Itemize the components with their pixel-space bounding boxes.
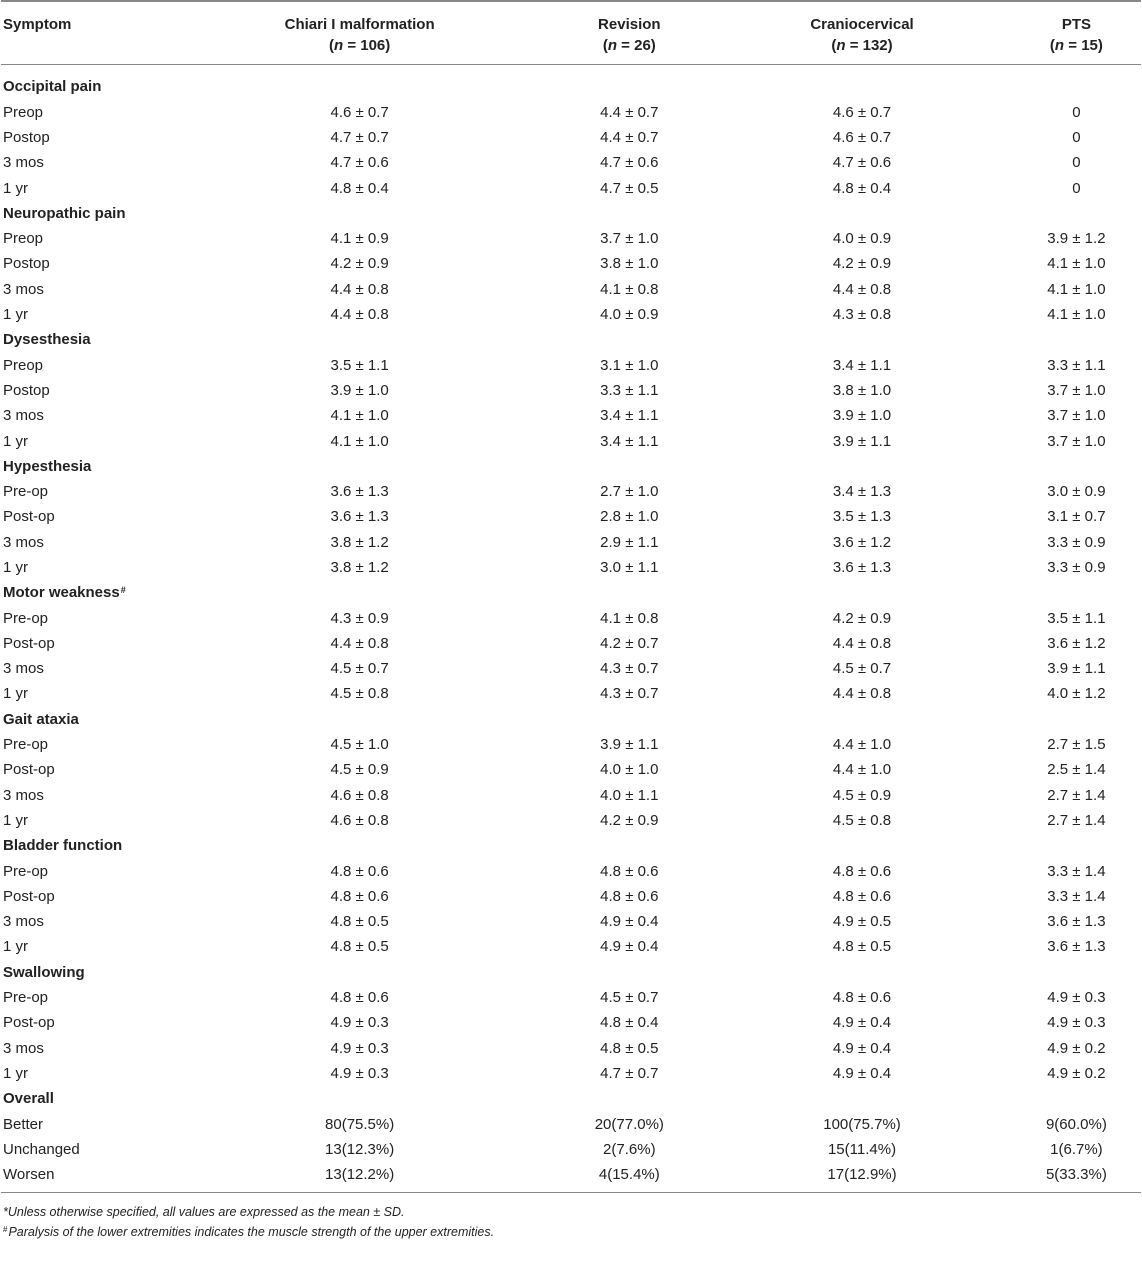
table-row — [1, 429, 1141, 454]
chiari-value: 3.6 ± 1.3 — [330, 508, 389, 526]
row-label: 1 yr — [3, 306, 29, 324]
chiari-value: 4.8 ± 0.4 — [330, 179, 389, 197]
row-label: 3 mos — [3, 280, 44, 298]
craniocervical-value: 4.6 ± 0.7 — [832, 103, 892, 121]
table-row — [1, 226, 1141, 251]
row-label: Pre-op — [3, 483, 49, 501]
craniocervical-value: 4.2 ± 0.9 — [832, 609, 892, 627]
craniocervical-value: 4.5 ± 0.8 — [832, 811, 892, 829]
table-row — [1, 277, 1141, 302]
craniocervical-value: 4.4 ± 0.8 — [832, 685, 892, 703]
chiari-value: 13(12.3%) — [325, 1140, 395, 1158]
row-label: Postop — [3, 381, 50, 399]
pts-value: 0 — [1072, 179, 1081, 197]
pts-value: 2.7 ± 1.4 — [1047, 786, 1106, 804]
row-label: Pre-op — [3, 989, 49, 1007]
revision-value: 4.9 ± 0.4 — [600, 938, 659, 956]
craniocervical-value: 17(12.9%) — [827, 1166, 897, 1184]
pts-value: 4.9 ± 0.2 — [1047, 1064, 1106, 1082]
row-label: 1 yr — [3, 938, 29, 956]
group-title-cell — [1, 454, 1141, 479]
pts-value: 3.6 ± 1.3 — [1047, 913, 1106, 931]
chiari-value: 4.9 ± 0.3 — [330, 1064, 389, 1082]
row-label: Post-op — [3, 1014, 55, 1032]
revision-value: 4.0 ± 0.9 — [600, 306, 659, 324]
chiari-value: 4.7 ± 0.7 — [330, 128, 389, 146]
chiari-value: 13(12.2%) — [325, 1166, 395, 1184]
craniocervical-value: 4.2 ± 0.9 — [832, 255, 892, 273]
revision-value: 3.0 ± 1.1 — [600, 558, 659, 576]
table-row — [1, 530, 1141, 555]
chiari-value: 3.9 ± 1.0 — [330, 381, 389, 399]
row-label: Preop — [3, 230, 44, 248]
revision-value: 4.1 ± 0.8 — [600, 609, 659, 627]
row-label: 3 mos — [3, 660, 44, 678]
table-row — [1, 1137, 1141, 1162]
group-title: Dysesthesia — [3, 331, 91, 349]
chiari-value: 3.6 ± 1.3 — [330, 483, 389, 501]
revision-value: 4.2 ± 0.9 — [600, 811, 659, 829]
pts-value: 3.5 ± 1.1 — [1047, 609, 1106, 627]
chiari-value: 4.8 ± 0.5 — [330, 938, 389, 956]
header-revision — [546, 1, 712, 65]
table-row — [1, 859, 1141, 884]
chiari-value: 4.4 ± 0.8 — [330, 280, 389, 298]
table-row — [1, 479, 1141, 504]
table-row — [1, 1036, 1141, 1061]
chiari-value: 80(75.5%) — [325, 1115, 395, 1133]
table-row — [1, 100, 1141, 125]
craniocervical-value: 4.7 ± 0.6 — [832, 154, 892, 172]
pts-value: 4.1 ± 1.0 — [1047, 255, 1106, 273]
revision-value: 4.2 ± 0.7 — [600, 634, 659, 652]
revision-value: 2.9 ± 1.1 — [600, 533, 659, 551]
pts-value: 4.0 ± 1.2 — [1047, 685, 1106, 703]
table-row — [1, 657, 1141, 682]
revision-value: 4.8 ± 0.6 — [600, 862, 659, 880]
craniocervical-value: 3.6 ± 1.2 — [832, 533, 892, 551]
table-row — [1, 353, 1141, 378]
table-row — [1, 1061, 1141, 1086]
row-label: Postop — [3, 128, 50, 146]
craniocervical-value: 4.4 ± 0.8 — [832, 280, 892, 298]
row-label: 3 mos — [3, 913, 44, 931]
group-header-row — [1, 707, 1141, 732]
group-header-row — [1, 1087, 1141, 1112]
pts-value: 5(33.3%) — [1045, 1166, 1107, 1184]
craniocervical-value: 4.8 ± 0.4 — [832, 179, 892, 197]
chiari-value: 4.8 ± 0.5 — [330, 913, 389, 931]
pts-value: 1(6.7%) — [1050, 1140, 1103, 1158]
craniocervical-value: 3.9 ± 1.1 — [832, 432, 892, 450]
chiari-value: 4.9 ± 0.3 — [330, 1039, 389, 1057]
craniocervical-value: 100(75.7%) — [823, 1115, 901, 1133]
table-row — [1, 252, 1141, 277]
craniocervical-value: 4.9 ± 0.5 — [832, 913, 892, 931]
group-title-cell — [1, 65, 1141, 101]
row-label: Better — [3, 1115, 44, 1133]
row-label: Post-op — [3, 508, 55, 526]
chiari-value: 4.4 ± 0.8 — [330, 306, 389, 324]
header-revision-n: (n = 26) — [602, 37, 656, 54]
chiari-value: 4.4 ± 0.8 — [330, 634, 389, 652]
revision-value: 4.7 ± 0.6 — [600, 154, 659, 172]
pts-value: 3.3 ± 1.4 — [1047, 887, 1106, 905]
table-row — [1, 935, 1141, 960]
craniocervical-value: 4.4 ± 0.8 — [832, 634, 892, 652]
row-label: 1 yr — [3, 558, 29, 576]
table-row — [1, 1162, 1141, 1192]
chiari-value: 4.5 ± 1.0 — [330, 736, 389, 754]
pts-value: 4.1 ± 1.0 — [1047, 280, 1106, 298]
row-label: Postop — [3, 255, 50, 273]
header-pts-n: (n = 15) — [1049, 37, 1103, 54]
revision-value: 4.7 ± 0.5 — [600, 179, 659, 197]
craniocervical-value: 4.8 ± 0.6 — [832, 862, 892, 880]
row-label: Preop — [3, 103, 44, 121]
pts-value: 0 — [1072, 103, 1081, 121]
craniocervical-value: 4.8 ± 0.6 — [832, 989, 892, 1007]
group-title-cell — [1, 201, 1141, 226]
header-chiari-name: Chiari I malformation — [284, 16, 435, 33]
chiari-value: 4.8 ± 0.6 — [330, 862, 389, 880]
pts-value: 4.9 ± 0.2 — [1047, 1039, 1106, 1057]
group-header-row — [1, 834, 1141, 859]
chiari-value: 4.1 ± 1.0 — [330, 407, 389, 425]
craniocervical-value: 4.9 ± 0.4 — [832, 1064, 892, 1082]
revision-value: 3.9 ± 1.1 — [600, 736, 659, 754]
pts-value: 3.6 ± 1.2 — [1047, 634, 1106, 652]
pts-value: 9(60.0%) — [1045, 1115, 1107, 1133]
table-row — [1, 1112, 1141, 1137]
header-symptom: Symptom — [3, 16, 72, 33]
craniocervical-value: 4.4 ± 1.0 — [832, 761, 892, 779]
craniocervical-value: 3.4 ± 1.3 — [832, 483, 892, 501]
chiari-value: 3.8 ± 1.2 — [330, 558, 389, 576]
revision-value: 4.9 ± 0.4 — [600, 913, 659, 931]
chiari-value: 4.6 ± 0.8 — [330, 811, 389, 829]
craniocervical-value: 4.8 ± 0.5 — [832, 938, 892, 956]
row-label: 3 mos — [3, 1039, 44, 1057]
chiari-value: 4.7 ± 0.6 — [330, 154, 389, 172]
row-label: Unchanged — [3, 1140, 80, 1158]
revision-value: 3.3 ± 1.1 — [600, 381, 659, 399]
pts-value: 3.1 ± 0.7 — [1047, 508, 1106, 526]
row-label: Worsen — [3, 1166, 55, 1184]
revision-value: 4.3 ± 0.7 — [600, 685, 659, 703]
row-label: Preop — [3, 356, 44, 374]
header-row — [1, 1, 1141, 65]
craniocervical-value: 4.5 ± 0.7 — [832, 660, 892, 678]
revision-value: 4.0 ± 1.0 — [600, 761, 659, 779]
revision-value: 20(77.0%) — [594, 1115, 664, 1133]
chiari-value: 4.2 ± 0.9 — [330, 255, 389, 273]
group-title-cell — [1, 707, 1141, 732]
group-title: Hypesthesia — [3, 457, 92, 475]
craniocervical-value: 4.9 ± 0.4 — [832, 1039, 892, 1057]
revision-value: 4.1 ± 0.8 — [600, 280, 659, 298]
chiari-value: 3.8 ± 1.2 — [330, 533, 389, 551]
chiari-value: 4.8 ± 0.6 — [330, 989, 389, 1007]
pts-value: 3.9 ± 1.1 — [1047, 660, 1106, 678]
table-footnotes — [3, 1202, 1142, 1242]
row-label: Post-op — [3, 761, 55, 779]
chiari-value: 3.5 ± 1.1 — [330, 356, 389, 374]
revision-value: 2.8 ± 1.0 — [600, 508, 659, 526]
pts-value: 3.7 ± 1.0 — [1047, 381, 1106, 399]
craniocervical-value: 3.8 ± 1.0 — [832, 381, 892, 399]
table-row — [1, 606, 1141, 631]
header-chiari-n: (n = 106) — [328, 37, 391, 54]
header-craniocervical-n: (n = 132) — [831, 37, 893, 54]
pts-value: 3.6 ± 1.3 — [1047, 938, 1106, 956]
table-row — [1, 631, 1141, 656]
table-row — [1, 758, 1141, 783]
group-header-row — [1, 65, 1141, 101]
pts-value: 2.5 ± 1.4 — [1047, 761, 1106, 779]
header-craniocervical-name: Craniocervical — [810, 16, 914, 33]
pts-value: 3.7 ± 1.0 — [1047, 407, 1106, 425]
craniocervical-value: 3.5 ± 1.3 — [832, 508, 892, 526]
pts-value: 3.3 ± 0.9 — [1047, 533, 1106, 551]
group-title-cell — [1, 1087, 1141, 1112]
craniocervical-value: 4.8 ± 0.6 — [832, 887, 892, 905]
chiari-value: 4.3 ± 0.9 — [330, 609, 389, 627]
revision-value: 3.4 ± 1.1 — [600, 432, 659, 450]
group-title-cell — [1, 834, 1141, 859]
row-label: 3 mos — [3, 786, 44, 804]
table-row — [1, 682, 1141, 707]
group-title: Neuropathic pain — [3, 204, 126, 222]
chiari-value: 4.9 ± 0.3 — [330, 1014, 389, 1032]
group-title-cell — [1, 328, 1141, 353]
table-row — [1, 808, 1141, 833]
craniocervical-value: 4.6 ± 0.7 — [832, 128, 892, 146]
row-label: 1 yr — [3, 179, 29, 197]
header-chiari — [173, 1, 547, 65]
group-title: Swallowing — [3, 963, 85, 981]
row-label: Pre-op — [3, 736, 49, 754]
revision-value: 3.8 ± 1.0 — [600, 255, 659, 273]
table-row — [1, 378, 1141, 403]
group-title: Overall — [3, 1090, 54, 1108]
header-revision-name: Revision — [598, 16, 661, 33]
header-craniocervical — [712, 1, 1012, 65]
table-body — [1, 65, 1141, 1193]
table-row — [1, 985, 1141, 1010]
row-label: Pre-op — [3, 609, 49, 627]
group-header-row — [1, 581, 1141, 606]
pts-value: 3.9 ± 1.2 — [1047, 230, 1106, 248]
revision-value: 2(7.6%) — [603, 1140, 656, 1158]
chiari-value: 4.5 ± 0.8 — [330, 685, 389, 703]
table-row — [1, 151, 1141, 176]
revision-value: 4(15.4%) — [598, 1166, 660, 1184]
row-label: Post-op — [3, 887, 55, 905]
row-label: 3 mos — [3, 407, 44, 425]
table-row — [1, 302, 1141, 327]
pts-value: 2.7 ± 1.4 — [1047, 811, 1106, 829]
pts-value: 4.9 ± 0.3 — [1047, 1014, 1106, 1032]
revision-value: 4.8 ± 0.4 — [600, 1014, 659, 1032]
chiari-value: 4.6 ± 0.7 — [330, 103, 389, 121]
row-label: 1 yr — [3, 432, 29, 450]
row-label: Pre-op — [3, 862, 49, 880]
chiari-value: 4.5 ± 0.7 — [330, 660, 389, 678]
revision-value: 2.7 ± 1.0 — [600, 483, 659, 501]
row-label: 3 mos — [3, 154, 44, 172]
group-title: Occipital pain — [3, 77, 102, 95]
group-header-row — [1, 201, 1141, 226]
table-row — [1, 555, 1141, 580]
group-title-footnote-mark: # — [120, 585, 126, 596]
craniocervical-value: 3.6 ± 1.3 — [832, 558, 892, 576]
revision-value: 3.7 ± 1.0 — [600, 230, 659, 248]
revision-value: 4.7 ± 0.7 — [600, 1064, 659, 1082]
pts-value: 0 — [1072, 128, 1081, 146]
table-row — [1, 125, 1141, 150]
chiari-value: 4.5 ± 0.9 — [330, 761, 389, 779]
group-header-row — [1, 960, 1141, 985]
row-label: 1 yr — [3, 811, 29, 829]
craniocervical-value: 4.5 ± 0.9 — [832, 786, 892, 804]
revision-value: 3.4 ± 1.1 — [600, 407, 659, 425]
footnote-mean-sd: *Unless otherwise specified, all values are expressed as the mean ± SD. — [3, 1204, 405, 1219]
pts-value: 0 — [1072, 154, 1081, 172]
group-header-row — [1, 328, 1141, 353]
craniocervical-value: 4.4 ± 1.0 — [832, 736, 892, 754]
table-row — [1, 1011, 1141, 1036]
craniocervical-value: 3.4 ± 1.1 — [832, 356, 892, 374]
row-label: 3 mos — [3, 533, 44, 551]
row-label: 1 yr — [3, 685, 29, 703]
craniocervical-value: 15(11.4%) — [827, 1140, 897, 1158]
revision-value: 4.8 ± 0.6 — [600, 887, 659, 905]
revision-value: 3.1 ± 1.0 — [600, 356, 659, 374]
pts-value: 3.3 ± 0.9 — [1047, 558, 1106, 576]
table-row — [1, 732, 1141, 757]
craniocervical-value: 3.9 ± 1.0 — [832, 407, 892, 425]
pts-value: 3.3 ± 1.1 — [1047, 356, 1106, 374]
chiari-value: 4.1 ± 1.0 — [330, 432, 389, 450]
pts-value: 3.7 ± 1.0 — [1047, 432, 1106, 450]
row-label: 1 yr — [3, 1064, 29, 1082]
symptom-table — [1, 0, 1141, 1193]
group-title: Bladder function — [3, 837, 123, 855]
revision-value: 4.3 ± 0.7 — [600, 660, 659, 678]
revision-value: 4.4 ± 0.7 — [600, 128, 659, 146]
group-title-cell — [1, 960, 1141, 985]
pts-value: 3.0 ± 0.9 — [1047, 483, 1106, 501]
craniocervical-value: 4.0 ± 0.9 — [832, 230, 892, 248]
chiari-value: 4.8 ± 0.6 — [330, 887, 389, 905]
header-pts-name: PTS — [1061, 16, 1091, 33]
group-title: Gait ataxia — [3, 710, 79, 728]
revision-value: 4.4 ± 0.7 — [600, 103, 659, 121]
chiari-value: 4.1 ± 0.9 — [330, 230, 389, 248]
table-row — [1, 910, 1141, 935]
chiari-value: 4.6 ± 0.8 — [330, 786, 389, 804]
group-title: Motor weakness — [3, 584, 120, 602]
pts-value: 4.9 ± 0.3 — [1047, 989, 1106, 1007]
revision-value: 4.5 ± 0.7 — [600, 989, 659, 1007]
table-header — [1, 1, 1141, 65]
table-row — [1, 404, 1141, 429]
row-label: Post-op — [3, 634, 55, 652]
pts-value: 3.3 ± 1.4 — [1047, 862, 1106, 880]
table-row — [1, 884, 1141, 909]
group-title-cell — [1, 581, 1141, 606]
craniocervical-value: 4.9 ± 0.4 — [832, 1014, 892, 1032]
group-header-row — [1, 454, 1141, 479]
table-row — [1, 783, 1141, 808]
revision-value: 4.8 ± 0.5 — [600, 1039, 659, 1057]
pts-value: 2.7 ± 1.5 — [1047, 736, 1106, 754]
craniocervical-value: 4.3 ± 0.8 — [832, 306, 892, 324]
footnote-motor-weakness: #Paralysis of the lower extremities indicates the muscle strength of the upper extremities. — [3, 1224, 495, 1239]
table-row — [1, 176, 1141, 201]
revision-value: 4.0 ± 1.1 — [600, 786, 659, 804]
table-row — [1, 505, 1141, 530]
pts-value: 4.1 ± 1.0 — [1047, 306, 1106, 324]
header-pts — [1012, 1, 1141, 65]
